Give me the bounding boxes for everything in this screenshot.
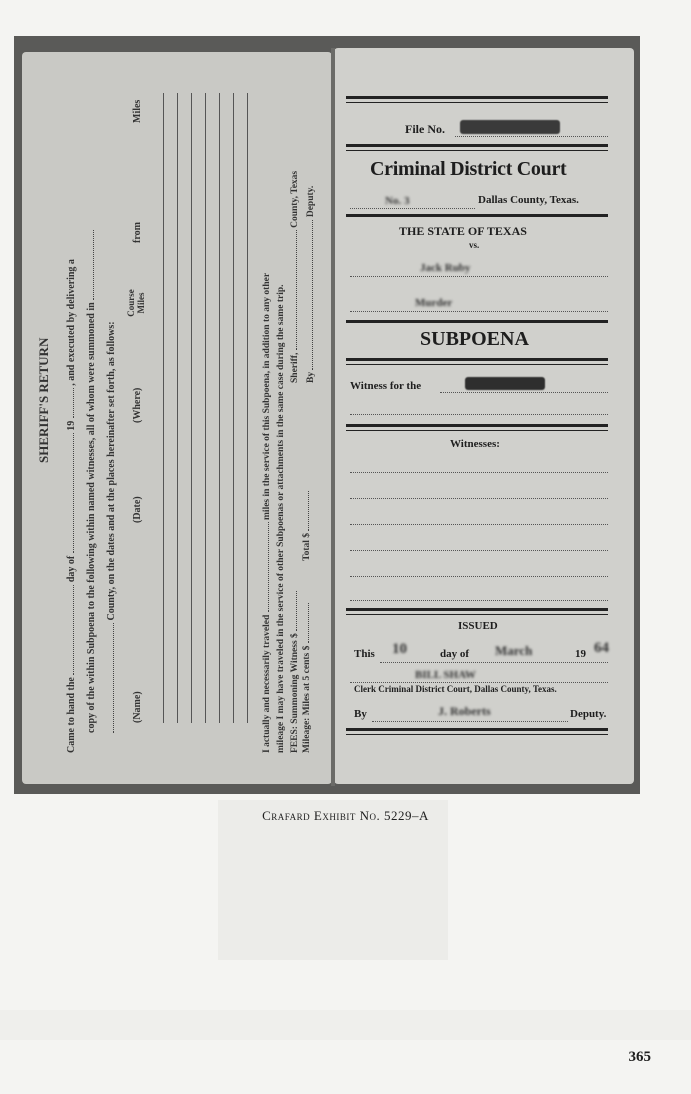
rule-3 [346,214,608,217]
clerk-line [350,682,608,683]
issued-year: 64 [594,640,609,656]
sheriffs-return-rotated [32,73,322,763]
col-miles: Miles [132,99,143,123]
clerk-title: Clerk Criminal District Court, Dallas County, Texas. [354,684,557,694]
by-deputy-line: By Deputy. [306,185,316,383]
file-no-redaction [460,120,560,134]
defendant-name: Jack Ruby [420,262,471,274]
court-number-line [350,208,475,209]
return-heading: SHERIFF'S RETURN [36,337,51,463]
rule-5 [346,358,608,361]
clerk-name: BILL SHAW [415,669,476,681]
this-label: This [354,648,375,660]
bleed-through-strip [0,1010,691,1040]
col-where: (Where) [132,387,143,423]
issued-line [380,662,608,663]
fold-line [331,48,335,786]
offense-line [350,311,608,312]
return-line-1: Came to hand the day of 19 , and executed by delivering a [66,259,77,753]
caption-label: Crafard Exhibit No. [262,808,381,823]
issued-day: 10 [392,641,407,657]
rule-2 [346,144,608,147]
rule-6 [346,424,608,427]
col-name: (Name) [132,691,143,723]
return-line-3: County, on the dates and at the places hereinafter set forth, as follows: [106,321,117,733]
file-no-line [455,136,608,137]
witnesses-label: Witnesses: [450,438,500,450]
issued-month: March [495,643,533,658]
file-no-label: File No. [405,122,445,136]
deputy-name: J. Roberts [438,704,491,718]
defendant-line [350,276,608,277]
page-number: 365 [628,1049,651,1065]
court-title: Criminal District Court [370,158,567,180]
subpoena-title: SUBPOENA [420,328,529,350]
return-table-lines [150,93,250,723]
return-line-2: copy of the within Subpoena to the following within named witnesses, all of whom were summoned in [86,230,97,733]
fees-line: FEES: Summoning Witness $ [290,591,300,753]
witness-line-2 [350,498,608,499]
witness-for-label: Witness for the [350,380,422,392]
deputy-label: Deputy. [570,708,607,720]
rule-bottom-thin [346,734,608,735]
col-course-miles: Course Miles [126,289,146,317]
witness-line-4 [350,550,608,551]
party-redaction [465,377,545,390]
col-from: from [132,222,143,243]
rule-bottom [346,728,608,731]
exhibit-caption [0,808,691,824]
bleed-through-area [218,800,448,960]
witness-line-5 [350,576,608,577]
col-date: (Date) [132,496,143,523]
witness-line-6 [350,600,608,601]
court-number: No. 3 [385,195,410,207]
issued-label: ISSUED [458,620,498,632]
offense: Murder [415,297,453,309]
deputy-line [372,721,568,722]
year-prefix: 19 [575,648,586,660]
rule-4 [346,320,608,323]
sworn-line-1: I actually and necessarily traveled miles in the service of this Subpoena, in addition to any other [262,272,272,753]
sheriff-line: Sheriff, County, Texas [290,170,300,383]
rule-7 [346,608,608,611]
witness-for-line [440,392,608,393]
rule-7-thin [346,614,608,615]
witness-line-1 [350,472,608,473]
mileage-line: Mileage: Miles at 5 cents $ Total $ [302,491,312,753]
rule-top [346,96,608,99]
sworn-line-2: mileage I may have traveled in the service of other Subpoenas or attachments in the same case during the same trip. [276,284,286,753]
rule-2-thin [346,150,608,151]
court-county: Dallas County, Texas. [478,194,579,206]
rule-5-thin [346,364,608,365]
versus: vs. [469,240,480,250]
rule-top-thin [346,102,608,103]
state-of-texas: THE STATE OF TEXAS [399,224,527,238]
rule-6-thin [346,430,608,431]
caption-number: 5229–A [383,808,429,823]
by-label: By [354,708,367,720]
day-of-label: day of [440,648,470,660]
witness-for-line-2 [350,414,608,415]
witness-line-3 [350,524,608,525]
